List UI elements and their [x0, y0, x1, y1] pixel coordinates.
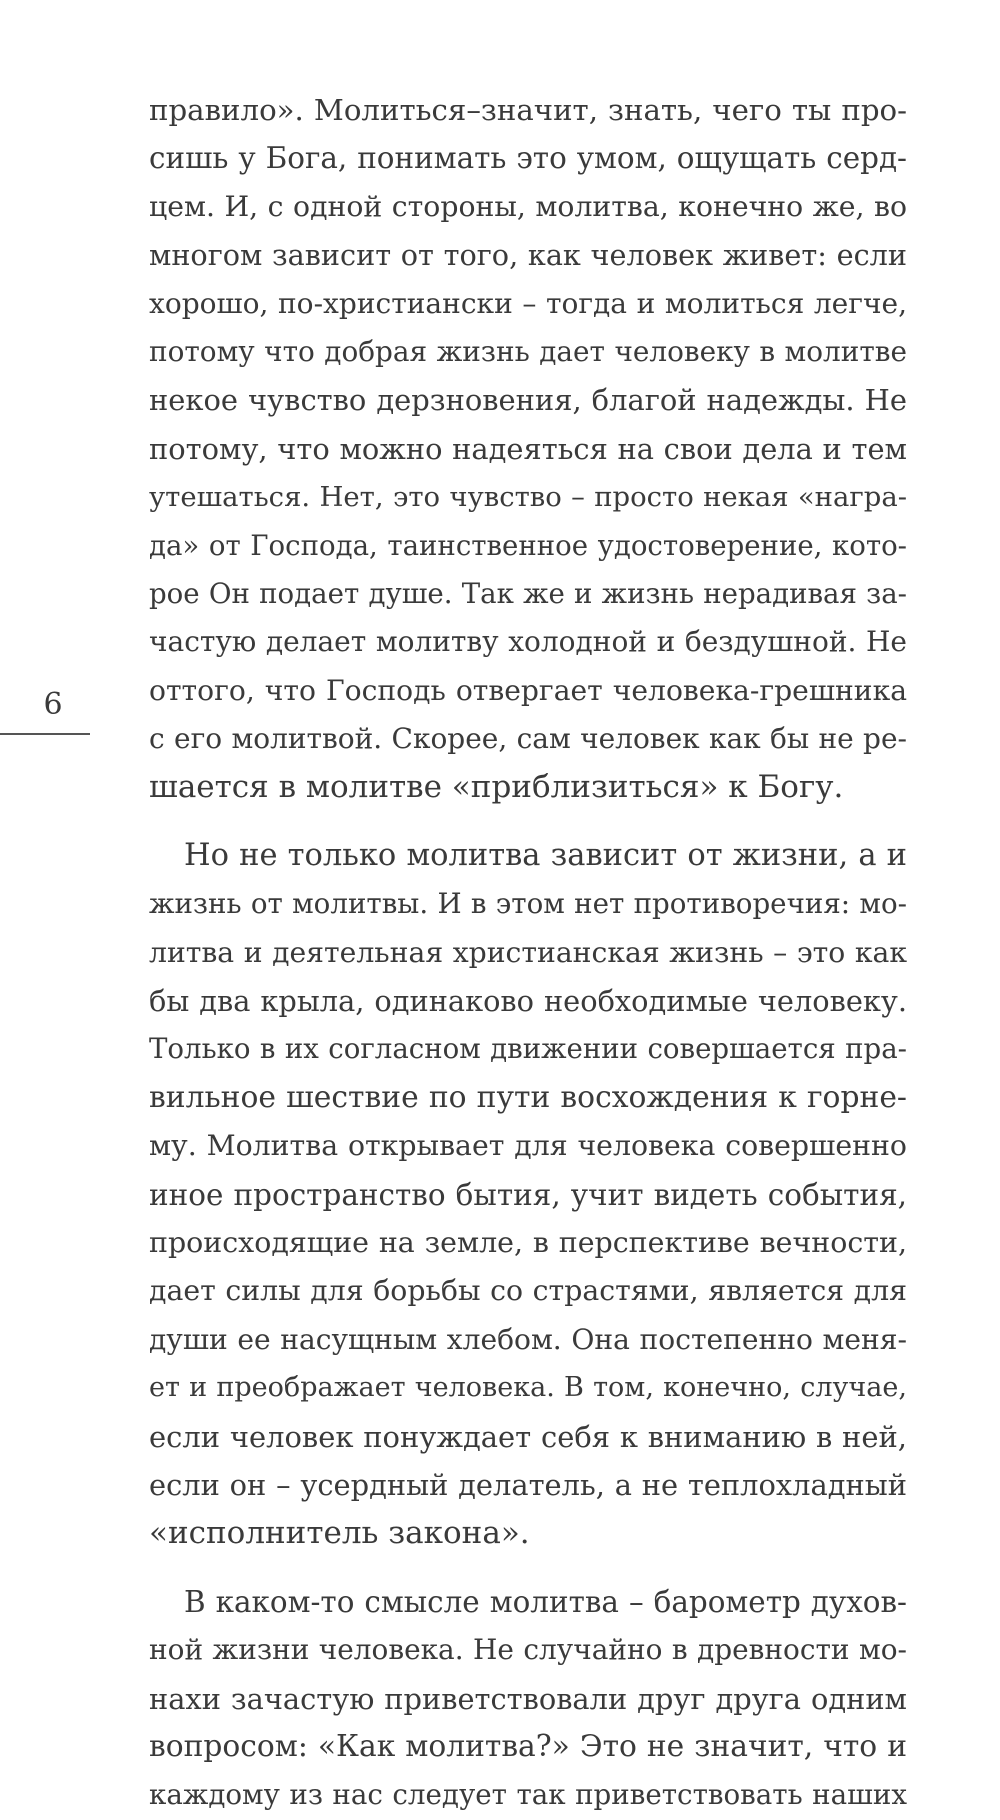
text-line: если он – усердный делатель, а не теплохладный	[149, 1467, 907, 1502]
text-line: утешаться. Нет, это чувство – просто некая «награ-	[149, 481, 907, 514]
text-line: правило». Молиться–значит, знать, чего ты про-	[149, 93, 907, 127]
text-line: бы два крыла, одинаково необходимые человеку.	[149, 984, 907, 1019]
text-line: му. Молитва открывает для человека совершенно	[149, 1129, 907, 1163]
page-number-rule	[0, 733, 90, 735]
text-line: вильное шествие по пути восхождения к горне-	[149, 1079, 907, 1115]
text-line: сишь у Бога, понимать это умом, ощущать серд-	[149, 141, 907, 176]
page-number: 6	[43, 687, 63, 722]
text-line: происходящие на земле, в перспективе вечности,	[149, 1225, 907, 1259]
paragraph-gap	[149, 812, 907, 832]
text-line: хорошо, по-христиански – тогда и молиться легче,	[149, 286, 907, 320]
text-line: потому, что можно надеяться на свои дела и тем	[149, 431, 907, 466]
paragraph-gap	[149, 1558, 907, 1578]
paragraph	[149, 832, 907, 1558]
text-line: ет и преображает человека. В том, конечно, случае,	[149, 1372, 907, 1404]
text-line: потому что добрая жизнь дает человеку в молитве	[149, 334, 907, 368]
text-line: шается в молитве «приблизиться» к Богу.	[149, 769, 844, 806]
text-line: жизнь от молитвы. И в этом нет противоречия: мо-	[149, 887, 907, 921]
paragraph	[149, 1578, 907, 1820]
text-line: Но не только молитва зависит от жизни, а и	[184, 837, 907, 873]
paragraph	[149, 86, 907, 812]
text-line: ной жизни человека. Не случайно в древности мо-	[149, 1633, 907, 1667]
text-line: частую делает молитву холодной и бездушной. Не	[149, 625, 907, 659]
text-line: цем. И, с одной стороны, молитва, конечно же, во	[149, 189, 907, 223]
text-line: многом зависит от того, как человек живет: если	[149, 238, 907, 273]
text-line: оттого, что Господь отвергает человека-грешника	[149, 673, 907, 707]
text-line: нахи зачастую приветствовали друг друга одним	[149, 1681, 907, 1716]
text-line: В каком-то смысле молитва – барометр духов-	[184, 1584, 907, 1619]
text-line: литва и деятельная христианская жизнь – это как	[149, 935, 907, 969]
text-line: некое чувство дерзновения, благой надежды. Не	[149, 383, 907, 418]
text-line: каждому из нас следует так приветствовать наших	[149, 1778, 907, 1812]
text-line: вопросом: «Как молитва?» Это не значит, что и	[149, 1728, 907, 1764]
text-line: «исполнитель закона».	[149, 1515, 530, 1552]
text-line: с его молитвой. Скорее, сам человек как бы не ре-	[149, 722, 907, 756]
text-line: Только в их согласном движении совершается пра-	[149, 1032, 907, 1066]
text-line: дает силы для борьбы со страстями, является для	[149, 1274, 907, 1308]
text-line: да» от Господа, таинственное удостоверение, кото-	[149, 528, 907, 562]
text-line: рое Он подает душе. Так же и жизнь нерадивая за-	[149, 576, 907, 610]
text-line: души ее насущным хлебом. Она постепенно меня-	[149, 1322, 907, 1356]
text-line: если человек понуждает себя к вниманию в ней,	[149, 1419, 907, 1454]
text-line: иное пространство бытия, учит видеть события,	[149, 1177, 907, 1212]
